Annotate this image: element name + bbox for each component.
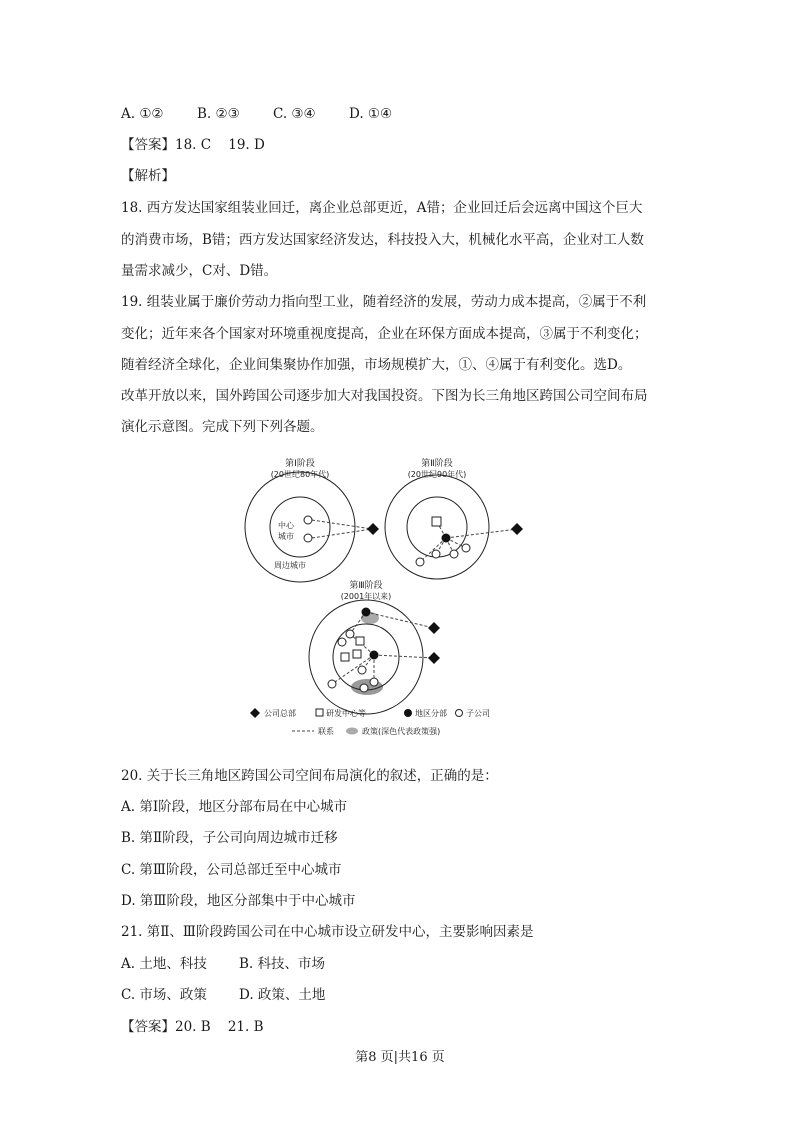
option-b: B. ②③ xyxy=(197,106,240,122)
q21-options-row xyxy=(121,954,325,974)
answer-18-19: 【答案】18. C 19. D xyxy=(121,137,265,153)
explanation-line: 变化；近年来各个国家对环境重视度提高，企业在环保方面成本提高，③属于不利变化； xyxy=(121,326,648,342)
option-d: D. ①④ xyxy=(349,106,393,122)
stage3-title: 第Ⅲ阶段 xyxy=(349,581,383,591)
headquarters-marker xyxy=(428,652,440,664)
page-footer: 第8 页|共16 页 xyxy=(355,1050,445,1065)
subsidiary-marker xyxy=(346,630,354,638)
subsidiary-marker xyxy=(416,558,424,566)
subsidiary-marker xyxy=(462,544,470,552)
q20-option-c: C. 第Ⅲ阶段，公司总部迁至中心城市 xyxy=(121,862,342,878)
legend-policy-icon xyxy=(346,728,358,735)
legend-policy-label: 政策(深色代表政策强) xyxy=(362,727,441,736)
stage1-periphery-label: 周边城市 xyxy=(274,561,306,570)
option-c: C. ③④ xyxy=(273,106,316,122)
stage1-period: (20世纪80年代) xyxy=(270,470,330,479)
legend-rd-label: 研发中心等 xyxy=(326,709,366,718)
headquarters-marker xyxy=(367,523,379,535)
q20-option-d: D. 第Ⅲ阶段，地区分部集中于中心城市 xyxy=(121,893,356,909)
q21-options-row xyxy=(121,985,325,1005)
rd-center-marker xyxy=(341,653,349,661)
subsidiary-marker xyxy=(370,678,378,686)
rd-center-marker xyxy=(432,517,441,526)
analysis-label: 【解析】 xyxy=(121,168,175,184)
subsidiary-marker xyxy=(450,550,458,558)
branch-marker xyxy=(370,651,379,660)
legend-hq-label: 公司总部 xyxy=(264,709,296,718)
stage2-inner-ring xyxy=(407,497,467,557)
stage3-period: (2001年以来) xyxy=(340,592,392,601)
answer-20-21: 【答案】20. B 21. B xyxy=(121,1019,264,1035)
legend-sub-icon xyxy=(456,710,463,717)
link-line xyxy=(446,529,517,538)
legend-sub-label: 子公司 xyxy=(466,709,490,718)
headquarters-marker xyxy=(511,523,523,535)
subsidiary-marker xyxy=(432,550,440,558)
stage1-center-label: 城市 xyxy=(278,532,294,541)
subsidiary-marker xyxy=(338,638,346,646)
legend-hq-icon xyxy=(250,708,260,718)
link-line xyxy=(374,655,434,658)
subsidiary-marker xyxy=(304,534,312,542)
link-line xyxy=(312,520,372,529)
q21-option-a: A. 土地、科技 xyxy=(121,956,207,972)
subsidiary-marker xyxy=(328,680,336,688)
q20-option-a: A. 第Ⅰ阶段，地区分部布局在中心城市 xyxy=(121,799,348,815)
rd-center-marker xyxy=(356,637,364,645)
q21-option-c: C. 市场、政策 xyxy=(121,987,207,1003)
stage2-title: 第Ⅱ阶段 xyxy=(421,459,453,469)
q19-options xyxy=(121,104,392,124)
legend-branch-icon xyxy=(404,709,412,717)
legend-link-label: 联系 xyxy=(318,727,334,736)
q21-option-b: B. 科技、市场 xyxy=(239,956,326,972)
legend xyxy=(250,708,490,736)
stage2-outer-ring xyxy=(385,475,489,579)
link-line xyxy=(312,529,372,538)
legend-branch-label: 地区分部 xyxy=(415,709,447,718)
q21-stem: 21. 第Ⅱ、Ⅲ阶段跨国公司在中心城市设立研发中心，主要影响因素是 xyxy=(121,924,534,940)
stage1-title: 第Ⅰ阶段 xyxy=(285,459,315,469)
q20-stem: 20. 关于长三角地区跨国公司空间布局演化的叙述，正确的是： xyxy=(121,768,498,784)
subsidiary-marker xyxy=(360,684,368,692)
branch-marker xyxy=(442,534,451,543)
explanation-line: 18. 西方发达国家组装业回迁，离企业总部更近，A错；企业回迁后会远离中国这个巨大 xyxy=(121,200,643,216)
intro-line: 演化示意图。完成下列下列各题。 xyxy=(121,419,324,435)
headquarters-marker xyxy=(428,622,440,634)
q20-option-b: B. 第Ⅱ阶段，子公司向周边城市迁移 xyxy=(121,830,338,846)
q21-option-d: D. 政策、土地 xyxy=(239,987,326,1003)
option-a: A. ①② xyxy=(121,106,164,122)
subsidiary-marker xyxy=(304,516,312,524)
explanation-line: 的消费市场，B错；西方发达国家经济发达，科技投入大，机械化水平高，企业对工人数 xyxy=(121,232,644,248)
subsidiary-marker xyxy=(358,666,366,674)
stage1-center-label: 中心 xyxy=(278,521,294,530)
explanation-line: 随着经济全球化，企业间集聚协作加强，市场规模扩大，①、④属于有利变化。选D。 xyxy=(121,357,632,373)
stage2-period: (20世纪90年代) xyxy=(407,470,467,479)
rd-center-marker xyxy=(353,650,361,658)
intro-line: 改革开放以来，国外跨国公司逐步加大对我国投资。下图为长三角地区跨国公司空间布局 xyxy=(121,388,648,404)
branch-marker xyxy=(362,608,371,617)
explanation-line: 量需求减少，C对、D错。 xyxy=(121,263,278,279)
company-layout-diagram xyxy=(240,452,540,742)
link-line xyxy=(420,538,446,562)
explanation-line: 19. 组装业属于廉价劳动力指向型工业，随着经济的发展，劳动力成本提高，②属于不利 xyxy=(121,294,647,310)
legend-rd-icon xyxy=(316,709,323,716)
